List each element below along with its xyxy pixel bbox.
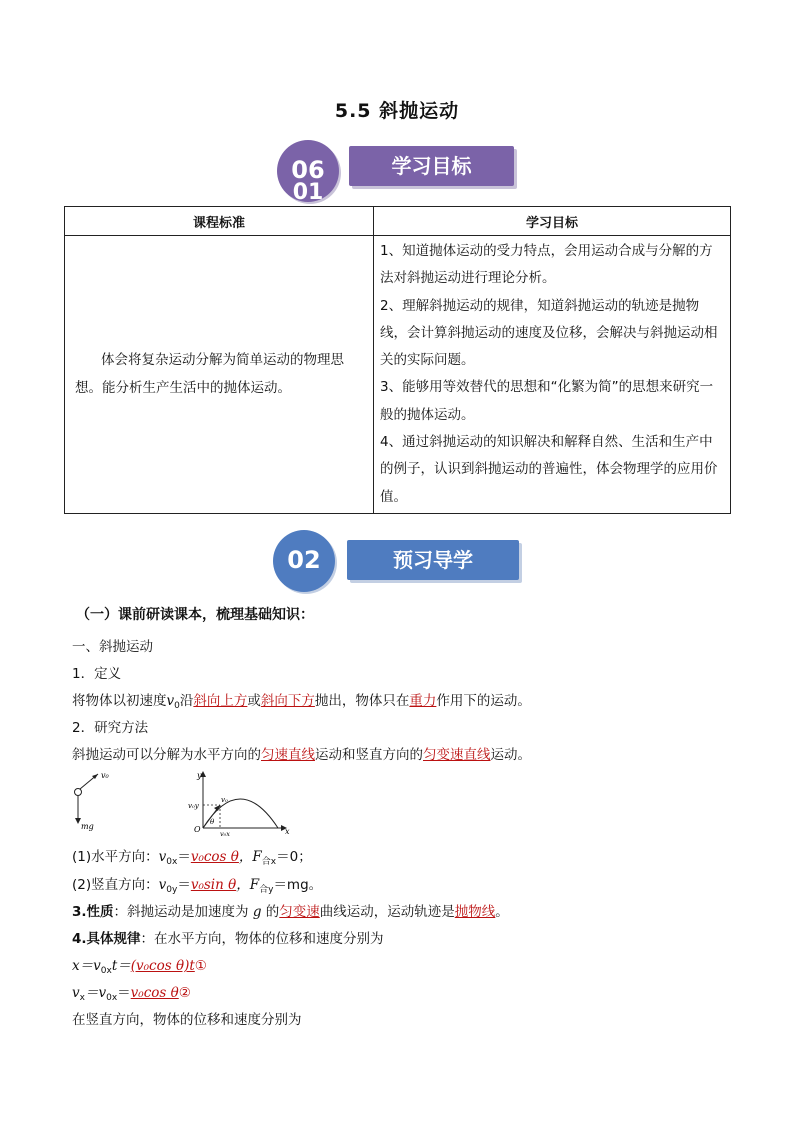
equation-1: $x=v_{0x}t=(v_0\cos$ θ)t①: [72, 958, 207, 976]
banner-label-box: [347, 540, 519, 580]
goal-item: 3、能够用等效替代的思想和“化繁为简”的思想来研究一般的抛体运动。: [380, 379, 714, 423]
definition-title: 1．定义: [72, 666, 122, 682]
goal-item: 1、知道抛体运动的受力特点，会用运动合成与分解的方法对斜抛运动进行理论分析。: [380, 243, 713, 287]
section-banner-goals: [277, 140, 522, 200]
horizontal-direction: (1)水平方向：$v_{0x}=v_0\cos$ θ，$F_{合x}=0$；: [72, 849, 312, 867]
banner-number-badge: [273, 530, 335, 592]
badge-number: 06: [291, 156, 325, 184]
law-text: 4.具体规律：在水平方向，物体的位移和速度分别为: [72, 931, 384, 947]
nature-text: 3.性质：斜抛运动是加速度为 g 的匀变速曲线运动，运动轨迹是抛物线。: [72, 904, 509, 920]
header-standard: 课程标准: [65, 207, 374, 236]
answer-blank: v₀cos θ: [190, 849, 239, 865]
page-title: 5.5 斜抛运动: [334, 100, 460, 122]
svg-text:y: y: [197, 771, 202, 780]
svg-text:v₀x: v₀x: [220, 830, 230, 838]
ball-icon: [75, 789, 82, 796]
svg-text:O: O: [194, 825, 201, 834]
badge-number-under: 01: [292, 180, 324, 202]
svg-text:v₀: v₀: [101, 771, 109, 780]
banner-label: 预习导学: [393, 548, 473, 572]
answer-blank: 抛物线: [454, 904, 496, 920]
header-goals: 学习目标: [374, 207, 731, 236]
svg-text:mg: mg: [81, 822, 94, 831]
standard-cell: 体会将复杂运动分解为简单运动的物理思想。能分析生产生活中的抛体运动。: [65, 236, 374, 514]
method-text: 斜抛运动可以分解为水平方向的匀速直线运动和竖直方向的匀变速直线运动。: [72, 747, 531, 763]
answer-blank: v₀cos θ: [130, 985, 179, 1001]
answer-blank: 匀速直线: [261, 747, 315, 763]
answer-blank: 斜向上方: [193, 693, 248, 709]
goal-item: 4、通过斜抛运动的知识解决和解释自然、生活和生产中的例子，认识到斜抛运动的普遍性，体会物理学的应用价值。: [380, 434, 718, 505]
svg-text:θ: θ: [210, 818, 215, 826]
answer-blank: 匀变速直线: [423, 747, 491, 763]
banner-label: 学习目标: [391, 154, 472, 178]
section-banner-preview: [273, 530, 523, 595]
vertical-law-text: 在竖直方向，物体的位移和速度分别为: [72, 1012, 302, 1028]
goal-item: 2、理解斜抛运动的规律，知道斜抛运动的轨迹是抛物线，会计算斜抛运动的速度及位移，会解决与斜抛运动相关的实际问题。: [380, 297, 718, 369]
goals-cell: [374, 236, 731, 514]
answer-blank: 匀变速: [279, 904, 320, 920]
equation-2: $v_x=v_{0x}=v_0\cos$ θ②: [72, 985, 191, 1003]
svg-text:v₀y: v₀y: [188, 802, 199, 810]
preview-heading: （一）课前研读课本，梳理基础知识：: [76, 607, 314, 623]
banner-number-badge: [277, 140, 339, 202]
svg-text:v₀: v₀: [221, 796, 228, 804]
svg-text:x: x: [285, 827, 290, 836]
projectile-figure: [70, 768, 300, 838]
definition-text: 将物体以初速度$v_0$沿斜向上方或斜向下方抛出，物体只在重力作用下的运动。: [72, 693, 531, 711]
vertical-direction: (2)竖直方向：$v_{0y}=v_0\sin$ θ，$F_{合y}=mg$。: [72, 877, 323, 895]
badge-number: 02: [287, 546, 321, 574]
answer-blank: v₀sin θ: [190, 877, 237, 893]
banner-label-box: [349, 146, 514, 186]
part-heading: 一、斜抛运动: [72, 639, 153, 655]
method-title: 2．研究方法: [72, 720, 149, 736]
answer-blank: 重力: [409, 693, 437, 709]
answer-blank: 斜向下方: [260, 693, 315, 709]
goals-table: [64, 206, 731, 514]
answer-blank: (v₀cos θ)t: [130, 958, 195, 974]
